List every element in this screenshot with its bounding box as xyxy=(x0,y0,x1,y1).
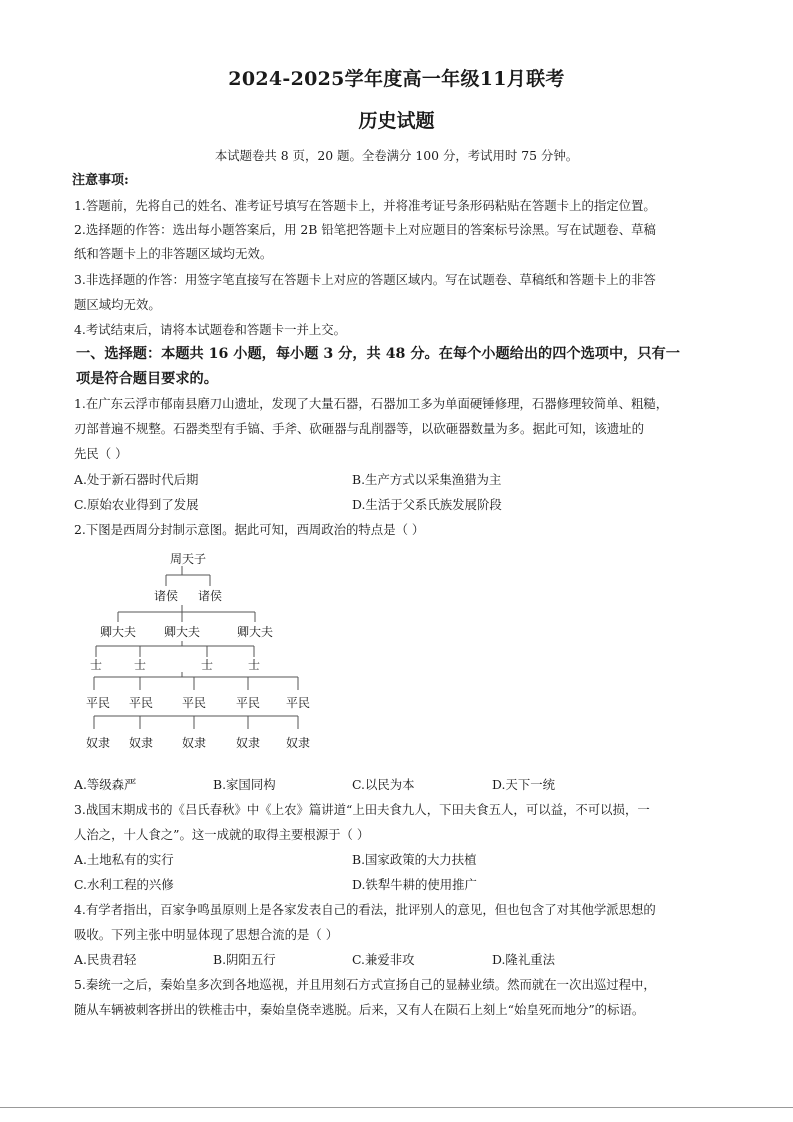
diagram-slave-1: 奴隶 xyxy=(85,736,111,750)
q4-option-d: D.隆礼重法 xyxy=(492,952,555,967)
notes-heading: 注意事项: xyxy=(72,173,129,188)
diagram-slave-3: 奴隶 xyxy=(181,736,207,750)
footer-rule xyxy=(0,1107,793,1108)
note-2-line2: 纸和答题卡上的非答题区域均无效。 xyxy=(74,246,273,261)
diagram-minister-3: 卿大夫 xyxy=(236,625,274,639)
diagram-shi-4: 士 xyxy=(247,658,261,672)
q2-stem: 2.下图是西周分封制示意图。据此可知，西周政治的特点是（ ） xyxy=(74,522,425,537)
diagram-lord-1: 诸侯 xyxy=(153,589,179,603)
diagram-shi-1: 士 xyxy=(89,658,103,672)
q1-stem-line3: 先民（ ） xyxy=(74,446,128,461)
q1-option-a: A.处于新石器时代后期 xyxy=(74,472,199,487)
diagram-commoner-2: 平民 xyxy=(128,696,154,710)
diagram-king: 周天子 xyxy=(169,552,207,566)
q1-stem-line2: 刃部普遍不规整。石器类型有手镐、手斧、砍砸器与乱削器等，以砍砸器数量为多。据此可知，该遗址的 xyxy=(74,421,644,436)
q4-option-b: B.阴阳五行 xyxy=(213,952,276,967)
diagram-minister-2: 卿大夫 xyxy=(163,625,201,639)
q2-option-d: D.天下一统 xyxy=(492,777,555,792)
q3-option-c: C.水利工程的兴修 xyxy=(74,877,174,892)
diagram-commoner-4: 平民 xyxy=(235,696,261,710)
q2-option-a: A.等级森严 xyxy=(74,777,137,792)
q4-stem-line1: 4.有学者指出，百家争鸣虽原则上是各家发表自己的看法，批评别人的意见，但也包含了对其他学派思想的 xyxy=(74,902,656,917)
diagram-slave-4: 奴隶 xyxy=(235,736,261,750)
diagram-slave-2: 奴隶 xyxy=(128,736,154,750)
diagram-commoner-3: 平民 xyxy=(181,696,207,710)
q2-option-b: B.家国同构 xyxy=(213,777,276,792)
q1-option-b: B.生产方式以采集渔猎为主 xyxy=(352,472,502,487)
diagram-shi-3: 士 xyxy=(200,658,214,672)
diagram-minister-1: 卿大夫 xyxy=(99,625,137,639)
q1-option-c: C.原始农业得到了发展 xyxy=(74,497,199,512)
q3-stem-line1: 3.战国末期成书的《吕氏春秋》中《上农》篇讲道“上田夫食九人，下田夫食五人，可以益，不可以损，一 xyxy=(74,802,650,817)
diagram-slave-5: 奴隶 xyxy=(285,736,311,750)
q3-option-b: B.国家政策的大力扶植 xyxy=(352,852,477,867)
note-3-line2: 题区域均无效。 xyxy=(74,297,161,312)
exam-subject: 历史试题 xyxy=(358,110,435,132)
diagram-commoner-5: 平民 xyxy=(285,696,311,710)
q4-stem-line2: 吸收。下列主张中明显体现了思想合流的是（ ） xyxy=(74,927,339,942)
q5-stem-line1: 5.秦统一之后，秦始皇多次到各地巡视，并且用刻石方式宣扬自己的显赫业绩。然而就在一次出巡过程中， xyxy=(74,977,656,992)
diagram-commoner-1: 平民 xyxy=(85,696,111,710)
q2-option-c: C.以民为本 xyxy=(352,777,415,792)
exam-info: 本试题卷共 8 页，20 题。全卷满分 100 分，考试用时 75 分钟。 xyxy=(214,148,579,163)
diagram-lord-2: 诸侯 xyxy=(197,589,223,603)
q4-option-c: C.兼爱非攻 xyxy=(352,952,415,967)
q4-option-a: A.民贵君轻 xyxy=(74,952,137,967)
diagram-shi-2: 士 xyxy=(133,658,147,672)
exam-title: 2024-2025学年度高一年级11月联考 xyxy=(228,68,565,90)
note-4: 4.考试结束后，请将本试题卷和答题卡一并上交。 xyxy=(74,322,347,337)
note-1: 1.答题前，先将自己的姓名、准考证号填写在答题卡上，并将准考证号条形码粘贴在答题卡上的指定位置。 xyxy=(74,198,656,213)
q1-option-d: D.生活于父系氏族发展阶段 xyxy=(352,497,502,512)
q3-option-d: D.铁犁牛耕的使用推广 xyxy=(352,877,477,892)
note-2-line1: 2.选择题的作答：选出每小题答案后，用 2B 铅笔把答题卡上对应题目的答案标号涂黑。写在试题卷、草稿 xyxy=(74,222,656,237)
q5-stem-line2: 随从车辆被刺客拼出的铁椎击中，秦始皇侥幸逃脱。后来，又有人在陨石上刻上“始皇死而地分”的标语。 xyxy=(74,1002,645,1017)
feudal-system-diagram xyxy=(74,548,334,763)
q1-stem-line1: 1.在广东云浮市郁南县磨刀山遗址，发现了大量石器，石器加工多为单面硬锤修理，石器修理较简单、粗糙， xyxy=(74,396,669,411)
note-3-line1: 3.非选择题的作答：用签字笔直接写在答题卡上对应的答题区域内。写在试题卷、草稿纸和答题卡上的非答 xyxy=(74,272,656,287)
q3-option-a: A.土地私有的实行 xyxy=(74,852,174,867)
section-heading-line1: 一、选择题：本题共 16 小题，每小题 3 分，共 48 分。在每个小题给出的四个选项中，只有一 xyxy=(76,346,680,362)
section-heading-line2: 项是符合题目要求的。 xyxy=(76,371,218,387)
q3-stem-line2: 人治之，十人食之”。这一成就的取得主要根源于（ ） xyxy=(74,827,370,842)
